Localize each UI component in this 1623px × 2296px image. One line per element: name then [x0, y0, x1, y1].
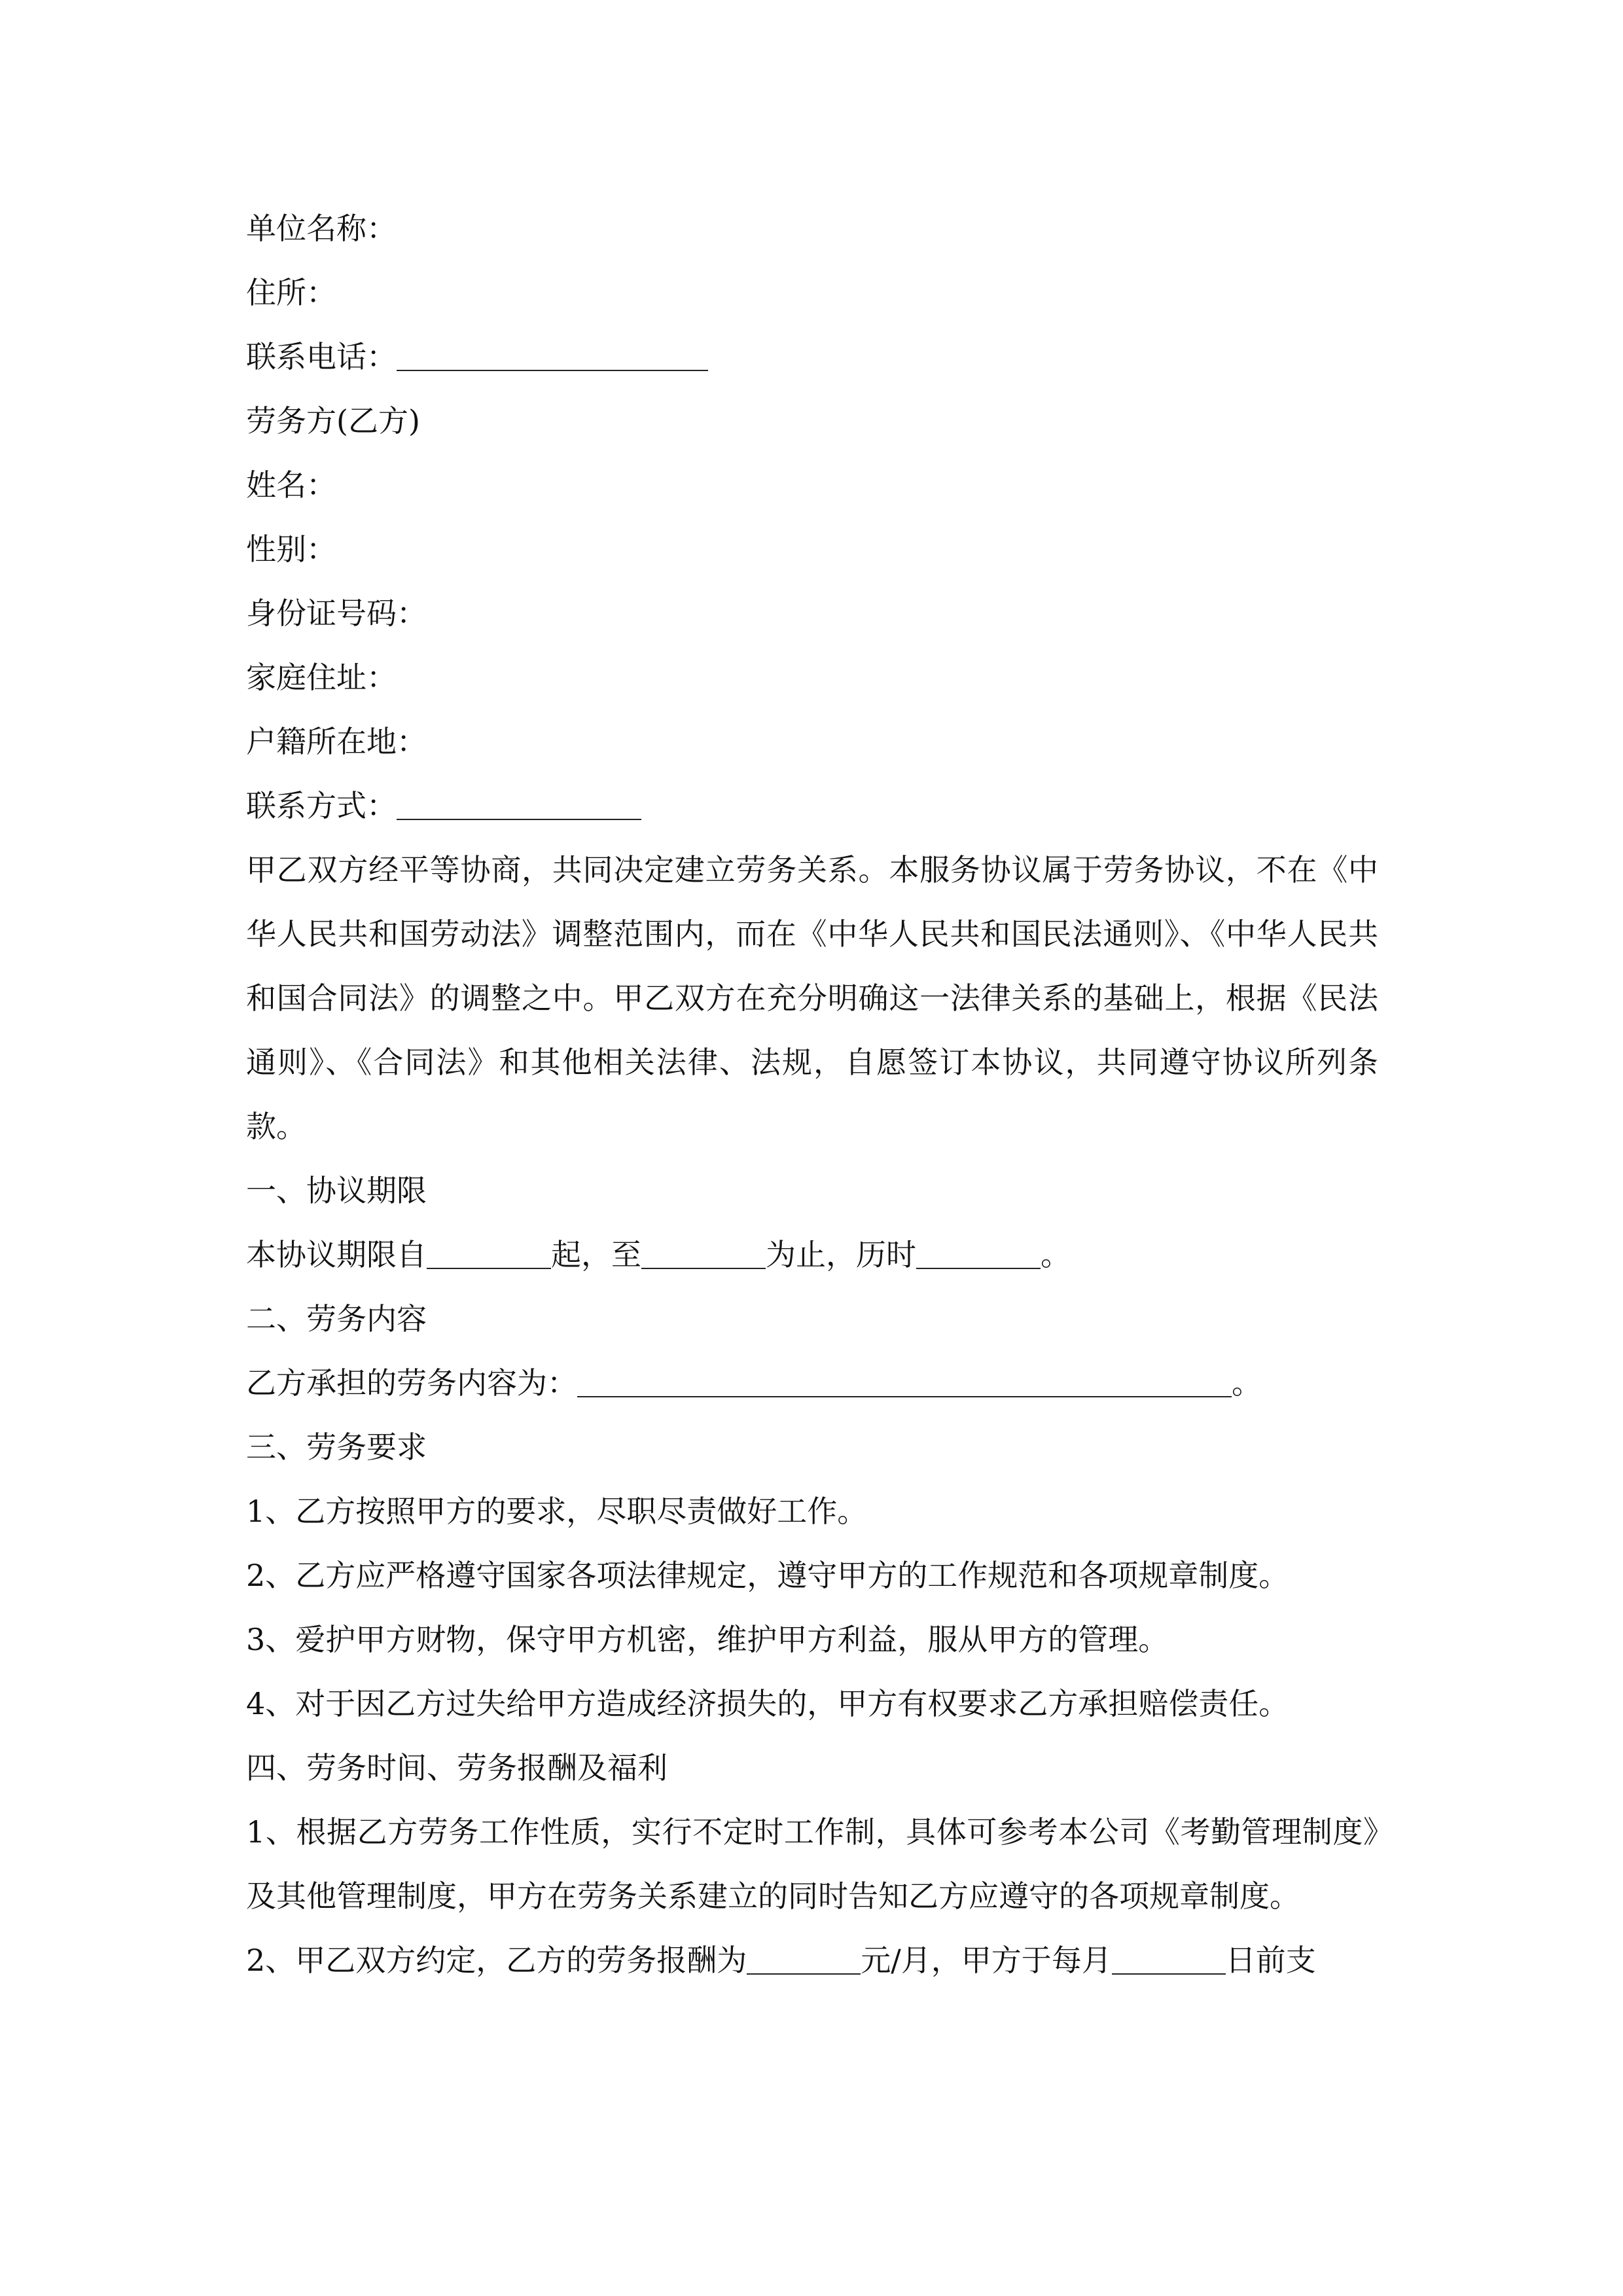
id-number-label: 身份证号码：: [246, 596, 427, 631]
contact-blank: [397, 819, 641, 820]
requirement-item: 2、乙方应严格遵守国家各项法律规定，遵守甲方的工作规范和各项规章制度。: [246, 1558, 1289, 1593]
term-text-to: 起，至: [551, 1237, 641, 1272]
requirement-item: 4、对于因乙方过失给甲方造成经济损失的，甲方有权要求乙方承担赔偿责任。: [246, 1686, 1289, 1721]
name-label: 姓名：: [246, 467, 336, 503]
hukou-label: 户籍所在地：: [246, 724, 427, 759]
labor-content-blank: [577, 1396, 1232, 1397]
id-number-line: [246, 581, 1378, 645]
work-time-paragraph: 1、根据乙方劳务工作性质，实行不定时工作制，具体可参考本公司《考勤管理制度》及其他管理制度，甲方在劳务关系建立的同时告知乙方应遵守的各项规章制度。: [246, 1814, 1378, 1914]
phone-line: [246, 325, 1378, 389]
contact-line: [246, 774, 1378, 838]
pay-text-start: 2、甲乙双方约定，乙方的劳务报酬为: [246, 1943, 747, 1978]
gender-line: [246, 517, 1378, 581]
gender-label: 性别：: [246, 531, 336, 567]
term-text-end: 。: [1041, 1237, 1071, 1272]
pay-day-blank: [1112, 1973, 1226, 1975]
labor-party-heading: 劳务方(乙方): [246, 403, 420, 439]
labor-content-line: [246, 1351, 1378, 1415]
home-address-label: 家庭住址：: [246, 660, 397, 695]
labor-party-heading-line: [246, 389, 1378, 453]
pay-text-end: 日前支: [1225, 1943, 1316, 1978]
term-text-until: 为止，历时: [766, 1237, 916, 1272]
name-line: [246, 453, 1378, 517]
phone-blank: [397, 370, 708, 371]
start-date-blank: [427, 1268, 551, 1269]
pay-amount-blank: [747, 1973, 861, 1975]
contact-label: 联系方式：: [246, 788, 397, 823]
labor-content-label: 乙方承担的劳务内容为：: [246, 1365, 577, 1401]
end-date-blank: [641, 1268, 766, 1269]
duration-blank: [916, 1268, 1041, 1269]
term-text-start: 本协议期限自: [246, 1237, 427, 1272]
section-1-title: 一、协议期限: [246, 1173, 427, 1208]
pay-text-middle: 元/月，甲方于每月: [861, 1943, 1112, 1978]
pay-line: [246, 1928, 1378, 1992]
unit-name-line: [246, 196, 1378, 260]
section-4-title: 四、劳务时间、劳务报酬及福利: [246, 1750, 668, 1785]
requirement-item: 1、乙方按照甲方的要求，尽职尽责做好工作。: [246, 1494, 868, 1529]
address-line: [246, 260, 1378, 325]
intro-paragraph: 甲乙双方经平等协商，共同决定建立劳务关系。本服务协议属于劳务协议，不在《中华人民共和国劳动法》调整范围内，而在《中华人民共和国民法通则》、《中华人民共和国合同法》的调整之中。甲乙双方在充分明确这一法律关系的基础上，根据《民法通则》、《合同法》和其他相关法律、法规，自愿签订本协议，共同遵守协议所列条款。: [246, 852, 1378, 1144]
labor-content-end: 。: [1232, 1365, 1262, 1401]
unit-name-label: 单位名称：: [246, 211, 397, 246]
home-address-line: [246, 645, 1378, 709]
section-2-title: 二、劳务内容: [246, 1301, 427, 1336]
requirement-item: 3、爱护甲方财物，保守甲方机密，维护甲方利益，服从甲方的管理。: [246, 1622, 1169, 1657]
document-body: [246, 196, 1378, 1992]
hukou-line: [246, 709, 1378, 774]
term-line: [246, 1223, 1378, 1287]
phone-label: 联系电话：: [246, 339, 397, 374]
section-3-title: 三、劳务要求: [246, 1429, 427, 1465]
address-label: 住所：: [246, 275, 336, 310]
